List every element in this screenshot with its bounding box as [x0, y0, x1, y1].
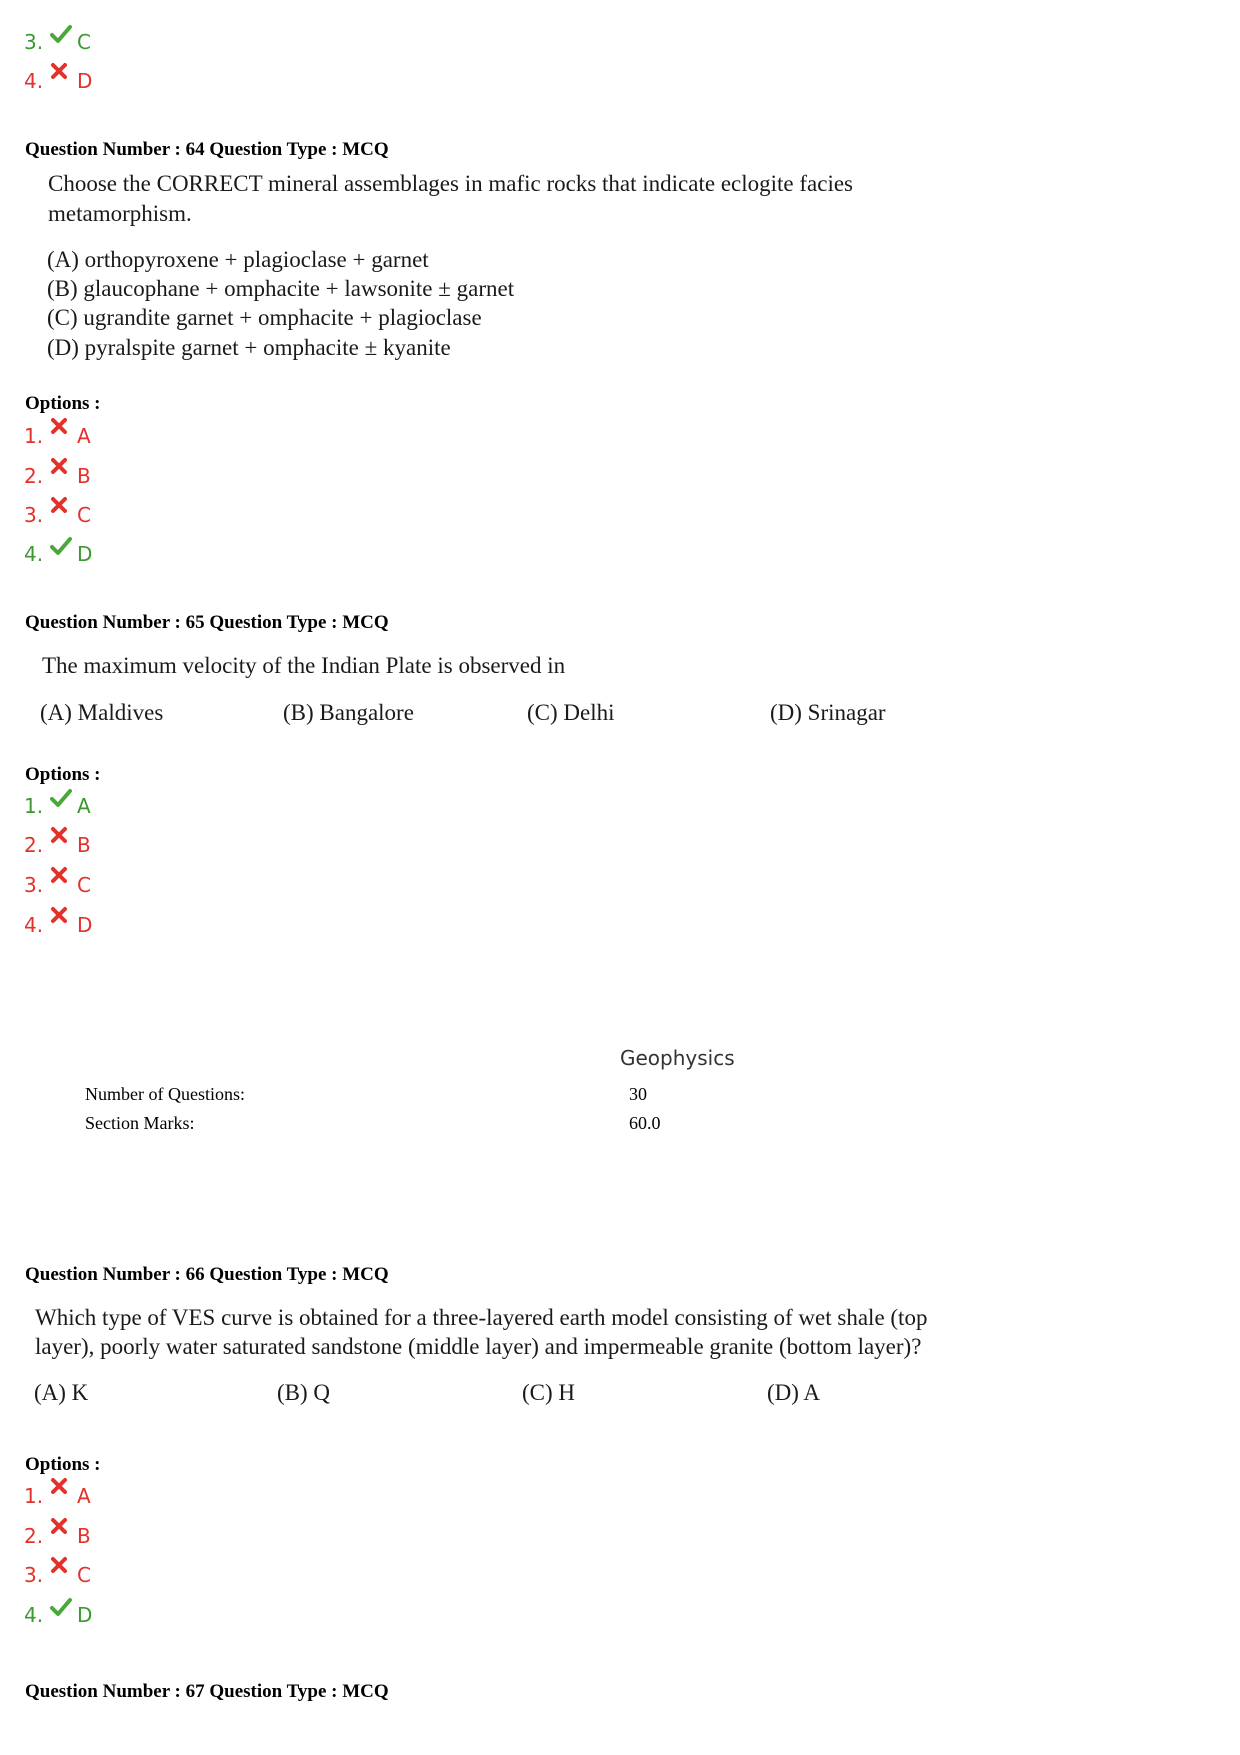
option-number: 4.	[24, 69, 44, 93]
question-header: Question Number : 64 Question Type : MCQ	[25, 139, 389, 160]
option-number: 2.	[24, 464, 44, 488]
option-row	[24, 539, 92, 569]
choice-line: (C) Delhi	[527, 700, 615, 725]
option-number: 3.	[24, 503, 44, 527]
option-label: C	[77, 1563, 91, 1587]
cross-icon	[50, 914, 77, 936]
cross-icon	[50, 70, 77, 92]
option-row	[24, 1521, 91, 1551]
option-label: C	[77, 503, 91, 527]
cross-icon	[50, 1525, 77, 1547]
stem-line: Choose the CORRECT mineral assemblages in mafic rocks that indicate eclogite facies	[48, 171, 853, 196]
choice-line: (B) Bangalore	[283, 700, 414, 725]
choice-line: (C) H	[522, 1380, 576, 1405]
option-row	[24, 791, 91, 821]
section-marks-label: Section Marks:	[85, 1113, 195, 1133]
option-row	[24, 870, 91, 900]
check-icon	[50, 1604, 77, 1626]
option-number: 2.	[24, 833, 44, 857]
stem-line: The maximum velocity of the Indian Plate is observed in	[42, 653, 566, 678]
option-number: 3.	[24, 30, 44, 54]
option-label: D	[77, 1603, 93, 1627]
choice-line: (A) K	[34, 1380, 89, 1405]
section-marks-value: 60.0	[629, 1113, 661, 1133]
num-questions-label: Number of Questions:	[85, 1084, 245, 1104]
option-label: D	[77, 913, 93, 937]
section-title: Geophysics	[620, 1046, 735, 1070]
option-number: 4.	[24, 1603, 44, 1627]
options-title: Options :	[25, 393, 101, 414]
check-icon	[50, 543, 77, 565]
option-label: D	[77, 69, 93, 93]
cross-icon	[50, 1564, 77, 1586]
cross-icon	[50, 425, 77, 447]
choice-line: (A) orthopyroxene + plagioclase + garnet	[47, 247, 429, 272]
choice-line: (C) ugrandite garnet + omphacite + plagioclase	[47, 305, 482, 330]
option-label: B	[77, 464, 91, 488]
option-row	[24, 461, 91, 491]
question-header: Question Number : 65 Question Type : MCQ	[25, 612, 389, 633]
option-row	[24, 66, 92, 96]
option-row	[24, 1600, 92, 1630]
option-number: 4.	[24, 542, 44, 566]
stem-line: Which type of VES curve is obtained for a three-layered earth model consisting of wet shale (top	[35, 1305, 928, 1330]
option-row	[24, 1560, 91, 1590]
num-questions-value: 30	[629, 1084, 647, 1104]
cross-icon	[50, 834, 77, 856]
question-header: Question Number : 66 Question Type : MCQ	[25, 1264, 389, 1285]
option-label: A	[77, 1484, 91, 1508]
choice-line: (A) Maldives	[40, 700, 164, 725]
cross-icon	[50, 874, 77, 896]
options-title: Options :	[25, 764, 101, 785]
option-label: B	[77, 1524, 91, 1548]
option-row	[24, 500, 91, 530]
choice-line: (B) glaucophane + omphacite + lawsonite ± garnet	[47, 276, 515, 301]
option-label: A	[77, 794, 91, 818]
option-label: C	[77, 873, 91, 897]
check-icon	[50, 795, 77, 817]
question-header: Question Number : 67 Question Type : MCQ	[25, 1681, 389, 1702]
option-row	[24, 421, 91, 451]
option-row	[24, 27, 91, 57]
option-number: 1.	[24, 1484, 44, 1508]
choice-line: (D) pyralspite garnet + omphacite ± kyanite	[47, 335, 451, 360]
cross-icon	[50, 504, 77, 526]
choice-line: (D) Srinagar	[770, 700, 886, 725]
option-number: 1.	[24, 794, 44, 818]
check-icon	[50, 31, 77, 53]
stem-line: metamorphism.	[48, 201, 192, 226]
choice-line: (D) A	[767, 1380, 821, 1405]
option-label: D	[77, 542, 93, 566]
option-number: 3.	[24, 873, 44, 897]
cross-icon	[50, 465, 77, 487]
choice-line: (B) Q	[277, 1380, 331, 1405]
option-label: C	[77, 30, 91, 54]
option-row	[24, 1481, 91, 1511]
option-number: 1.	[24, 424, 44, 448]
option-label: B	[77, 833, 91, 857]
stem-line: layer), poorly water saturated sandstone (middle layer) and impermeable granite (bottom layer)?	[35, 1334, 922, 1359]
options-title: Options :	[25, 1454, 101, 1475]
option-number: 4.	[24, 913, 44, 937]
cross-icon	[50, 1485, 77, 1507]
option-row	[24, 910, 92, 940]
option-number: 2.	[24, 1524, 44, 1548]
option-label: A	[77, 424, 91, 448]
option-row	[24, 830, 91, 860]
option-number: 3.	[24, 1563, 44, 1587]
